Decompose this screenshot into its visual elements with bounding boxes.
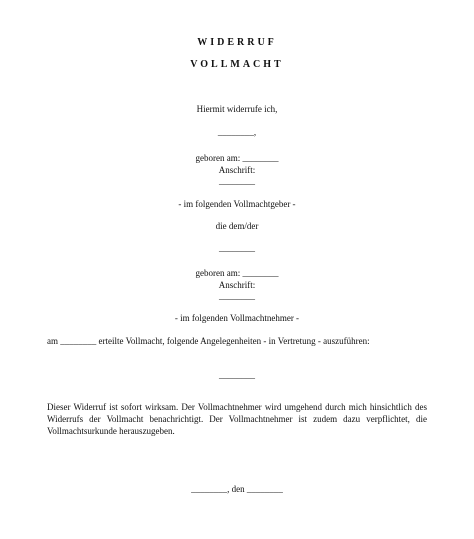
scope-text: am ________ erteilte Vollmacht, folgende Angelegenheiten - in Vertretung - auszuführen: [47,336,370,346]
document-title: WIDERRUF [197,37,277,48]
revoker-birth: geboren am: ________ [195,153,279,163]
agent-birth: geboren am: ________ [195,268,279,278]
agent-address-blank: ________ [219,291,255,301]
revoker-name-blank: ________, [217,127,257,137]
closing-paragraph: Dieser Widerruf ist sofort wirksam. Der Vollmachtnehmer wird umgehend durch mich hinsichtlich des Widerrufs der Vollmacht benachrichtigt. Der Vollmachtnehmer ist zudem dazu verpflichtet, die Vollmachtsurkunde herauszugeben. [47,402,427,437]
to-text: die dem/der [215,221,259,231]
revoker-intro: Hiermit widerrufe ich, [196,104,278,114]
place-date-line: ________, den ________ [191,484,283,494]
agent-name-blank: ________ [219,243,255,253]
agent-role: - im folgenden Vollmachtnehmer - [174,313,300,323]
revoker-address-blank: ________ [219,176,255,186]
revoker-role: - im folgenden Vollmachtgeber - [178,199,296,209]
scope-blank: ________ [219,370,255,380]
agent-address-label: Anschrift: [218,280,256,290]
document-subtitle: VOLLMACHT [190,59,284,70]
revoker-address-label: Anschrift: [218,165,256,175]
